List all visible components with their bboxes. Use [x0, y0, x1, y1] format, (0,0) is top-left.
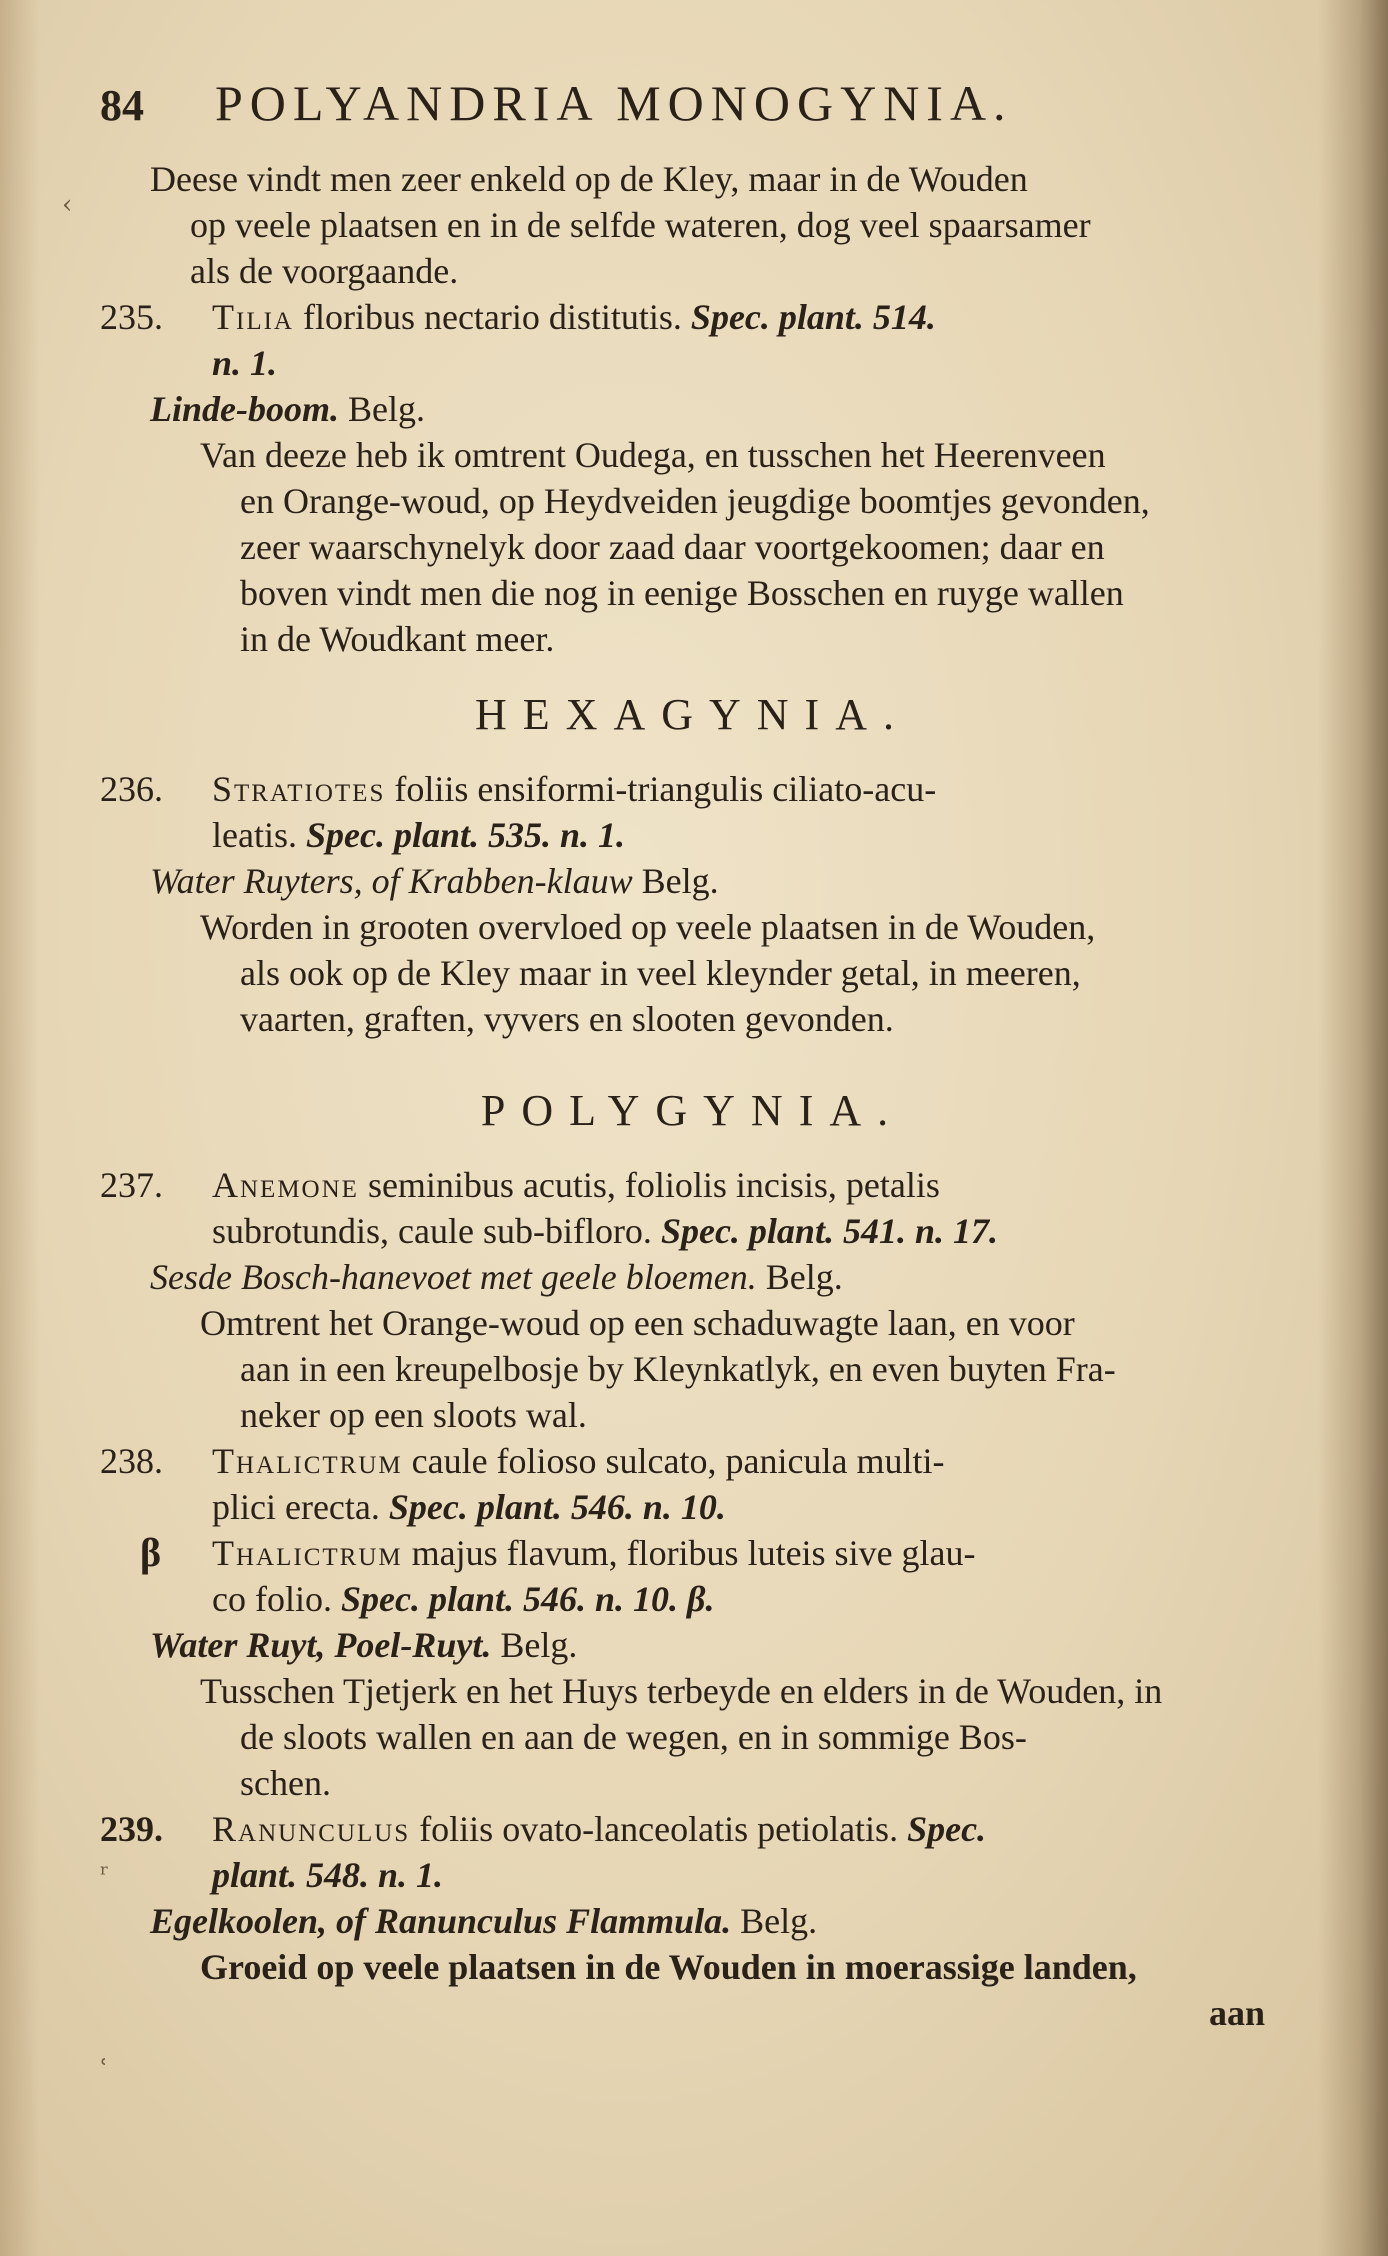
vernacular-name: [100, 1254, 1285, 1300]
entry-heading: [100, 766, 1285, 812]
reference-cont: plant. 548. n. 1.: [212, 1855, 444, 1895]
entry-heading: [100, 1162, 1285, 1208]
reference: Spec. plant. 546. n. 10.: [388, 1487, 726, 1527]
entry-number: 235.: [100, 297, 163, 337]
genus-name: Ranunculus: [212, 1809, 411, 1849]
habitat-note: [100, 904, 1285, 1042]
text-line: in de Woudkant meer.: [240, 619, 555, 659]
text-line: Omtrent het Orange-woud op een schaduwagte laan, en voor: [200, 1303, 1075, 1343]
diagnosis: foliis ovato-lanceolatis petiolatis.: [419, 1809, 899, 1849]
genus-name: Tilia: [212, 297, 294, 337]
text-line: boven vindt men die nog in eenige Bosschen en ruyge wallen: [240, 573, 1124, 613]
diagnosis-text: plici erecta.: [212, 1487, 380, 1527]
variety-cont: [100, 1576, 1285, 1622]
running-head: [100, 75, 1285, 150]
language-tag: Belg.: [740, 1901, 818, 1941]
beta-mark: β: [140, 1530, 162, 1575]
text-line: zeer waarschynelyk door zaad daar voortgekoomen; daar en: [240, 527, 1105, 567]
diagnosis: foliis ensiformi-triangulis ciliato-acu-: [394, 769, 937, 809]
text-line: Deese vindt men zeer enkeld op de Kley, maar in de Wouden: [150, 159, 1028, 199]
intro-paragraph: [100, 156, 1285, 294]
diagnosis: caule folioso sulcato, panicula multi-: [411, 1441, 945, 1481]
vernacular-text: Water Ruyt, Poel-Ruyt.: [150, 1625, 492, 1665]
vernacular-name: [100, 386, 1285, 432]
diagnosis-cont: [100, 812, 1285, 858]
diagnosis: seminibus acutis, foliolis incisis, petalis: [367, 1165, 940, 1205]
running-head-title: POLYANDRIA MONOGYNIA.: [215, 75, 1013, 131]
genus-name: Stratiotes: [212, 769, 386, 809]
reference: Spec. plant. 546. n. 10. β.: [340, 1579, 715, 1619]
text-line: en Orange-woud, op Heydveiden jeugdige boomtjes gevonden,: [240, 481, 1150, 521]
text-line: Tusschen Tjetjerk en het Huys terbeyde en elders in de Wouden, in: [200, 1671, 1163, 1711]
diagnosis-text: co folio.: [212, 1579, 332, 1619]
genus-name: Anemone: [212, 1165, 359, 1205]
vernacular-text: Egelkoolen, of Ranunculus Flammula.: [150, 1901, 732, 1941]
text-line: Groeid op veele plaatsen in de Wouden in moerassige landen,: [200, 1947, 1137, 1987]
entry-heading: [100, 1438, 1285, 1484]
text-line: als de voorgaande.: [190, 251, 459, 291]
diagnosis: majus flavum, floribus luteis sive glau-: [411, 1533, 976, 1573]
variety-heading: [100, 1530, 1285, 1576]
page-gutter-shadow: [1318, 0, 1388, 2256]
language-tag: Belg.: [641, 861, 719, 901]
reference: Spec. plant. 514.: [690, 297, 936, 337]
page-number: 84: [100, 81, 144, 130]
reference: Spec. plant. 541. n. 17.: [660, 1211, 998, 1251]
vernacular-name: [100, 1898, 1285, 1944]
language-tag: Belg.: [347, 389, 425, 429]
text-line: Van deeze heb ik omtrent Oudega, en tusschen het Heerenveen: [200, 435, 1106, 475]
vernacular-text: Water Ruyters, of Krabben-klauw: [150, 861, 633, 901]
text-line: Worden in grooten overvloed op veele plaatsen in de Wouden,: [200, 907, 1096, 947]
text-line: op veele plaatsen en in de selfde wateren, dog veel spaarsamer: [190, 205, 1091, 245]
text-line: schen.: [240, 1763, 331, 1803]
species-entry: [100, 1806, 1285, 2036]
genus-name: Thalictrum: [212, 1441, 403, 1481]
diagnosis-text: subrotundis, caule sub-bifloro.: [212, 1211, 652, 1251]
language-tag: Belg.: [765, 1257, 843, 1297]
text-line: aan in een kreupelbosje by Kleynkatlyk, en even buyten Fra-: [240, 1349, 1116, 1389]
margin-mark: ʳ: [100, 1860, 110, 1890]
text-line: de sloots wallen en aan de wegen, en in sommige Bos-: [240, 1717, 1027, 1757]
page-left-edge-shadow: [0, 0, 40, 2256]
entry-number: 236.: [100, 769, 163, 809]
species-entry: [100, 1438, 1285, 1806]
diagnosis-cont: [100, 1208, 1285, 1254]
text-line: als ook op de Kley maar in veel kleynder getal, in meeren,: [240, 953, 1081, 993]
language-tag: Belg.: [500, 1625, 578, 1665]
text-line: vaarten, graften, vyvers en slooten gevonden.: [240, 999, 894, 1039]
vernacular-name: [100, 1622, 1285, 1668]
diagnosis: floribus nectario distitutis.: [302, 297, 682, 337]
entry-number: 239.: [100, 1809, 163, 1849]
section-heading: HEXAGYNIA.: [475, 690, 910, 739]
entry-heading: [100, 1806, 1285, 1852]
entry-number: 238.: [100, 1441, 163, 1481]
diagnosis-cont: [100, 1484, 1285, 1530]
reference: Spec.: [907, 1809, 987, 1849]
species-entry: [100, 766, 1285, 1042]
habitat-note: [100, 1300, 1285, 1438]
habitat-note: [100, 1668, 1285, 1806]
reference-cont: n. 1.: [212, 343, 278, 383]
habitat-note: [100, 1944, 1285, 1990]
catchword: aan: [1208, 1993, 1265, 2033]
entry-number: 237.: [100, 1165, 163, 1205]
section-heading: POLYGYNIA.: [480, 1086, 905, 1135]
vernacular-text: Sesde Bosch-hanevoet met geele bloemen.: [150, 1257, 757, 1297]
entry-heading: [100, 294, 1285, 340]
species-entry: [100, 294, 1285, 662]
page-content: [100, 75, 1285, 2036]
habitat-note: [100, 432, 1285, 662]
text-line: neker op een sloots wal.: [240, 1395, 587, 1435]
margin-mark: ʿ: [100, 2055, 108, 2085]
diagnosis-text: leatis.: [212, 815, 297, 855]
vernacular-name: [100, 858, 1285, 904]
genus-name: Thalictrum: [212, 1533, 403, 1573]
reference: Spec. plant. 535. n. 1.: [305, 815, 626, 855]
vernacular-text: Linde-boom.: [150, 389, 339, 429]
species-entry: [100, 1162, 1285, 1438]
margin-mark: ‹: [62, 190, 73, 220]
